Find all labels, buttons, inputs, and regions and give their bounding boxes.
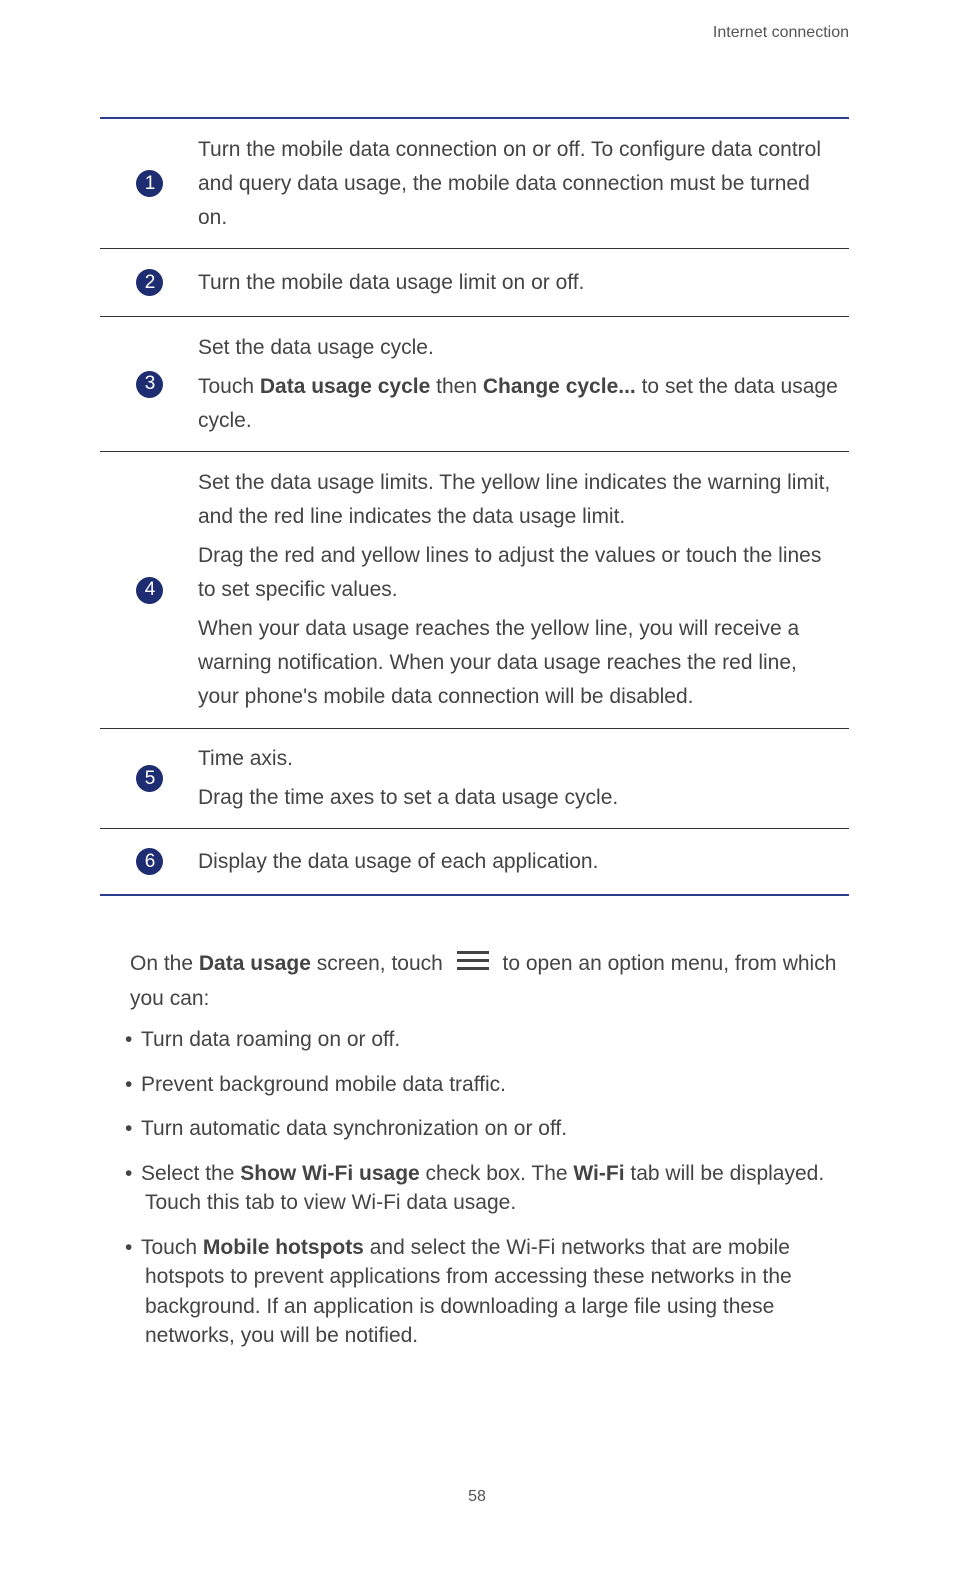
ui-term-wifi: Wi-Fi (573, 1161, 625, 1185)
list-item-text (141, 1233, 845, 1351)
callout-row-6 (100, 828, 849, 894)
list-item (125, 1233, 845, 1351)
text-span: then (430, 374, 483, 398)
callout-number-1: 1 (136, 170, 163, 197)
bullet-icon: • (125, 1235, 133, 1259)
text-span: background. If an application is downloading a large file using these (145, 1294, 775, 1318)
bullet-icon: • (125, 1161, 133, 1185)
text-span: hotspots to prevent applications from accessing these networks in the (145, 1265, 792, 1288)
callout-text: Time axis. (198, 747, 293, 770)
ui-term-show-wifi-usage: Show Wi-Fi usage (240, 1161, 420, 1185)
callout-row-1 (100, 119, 849, 248)
text-span: to open an option menu, from which you can: (130, 952, 837, 1010)
list-item (125, 1159, 845, 1218)
list-item-text (141, 1159, 845, 1218)
list-item (125, 1070, 845, 1100)
callout-text: Drag the time axes to set a data usage cycle. (198, 786, 619, 809)
ui-term-data-usage: Data usage (198, 952, 311, 975)
text-span: Touch (198, 374, 260, 398)
ui-term-mobile-hotspots: Mobile hotspots (202, 1235, 364, 1259)
bullet-icon: • (125, 1117, 133, 1140)
callout-text: Set the data usage cycle. (198, 335, 434, 359)
menu-icon (457, 949, 489, 971)
text-span: networks, you will be notified. (145, 1324, 419, 1347)
list-item-text: Prevent background mobile data traffic. (141, 1072, 506, 1096)
callout-number-5: 5 (136, 765, 163, 792)
bullet-icon: • (125, 1072, 133, 1096)
list-item (125, 1025, 845, 1055)
callout-table (100, 117, 849, 896)
callout-touch-instruction (198, 370, 839, 438)
text-span: to set the data usage cycle. (198, 374, 838, 432)
ui-term-change-cycle: Change cycle... (482, 374, 636, 398)
callout-text: Turn the mobile data connection on or off. To configure data control and query data usage, the mobile data connection must be turned on. (198, 137, 822, 229)
callout-number-4: 4 (136, 577, 163, 604)
callout-text: Display the data usage of each application. (198, 849, 599, 873)
text-span: On the (130, 952, 199, 975)
text-span: screen, touch (310, 952, 449, 975)
callout-row-3 (100, 316, 849, 451)
text-span: and select the Wi-Fi networks that are mobile (363, 1235, 790, 1259)
callout-number-2: 2 (136, 269, 163, 296)
text-span: tab will be displayed. (624, 1161, 825, 1185)
list-item-text: Turn automatic data synchronization on or off. (141, 1117, 568, 1140)
text-span: Select the (141, 1161, 241, 1185)
list-item (125, 1114, 845, 1144)
callout-row-2 (100, 248, 849, 316)
running-header: Internet connection (712, 24, 849, 41)
callout-row-4 (100, 451, 849, 728)
callout-text: Turn the mobile data usage limit on or off. (198, 270, 585, 294)
bullet-icon: • (125, 1028, 133, 1051)
callout-number-3: 3 (136, 371, 163, 398)
callout-number-6: 6 (136, 848, 163, 875)
page-number: 58 (468, 1488, 486, 1505)
callout-row-5 (100, 728, 849, 828)
intro-paragraph (130, 946, 850, 1016)
callout-text: When your data usage reaches the yellow line, you will receive a warning notification. When your data usage reaches the red line, your phone's mobile data connection will be disabled. (198, 617, 800, 708)
callout-text: Drag the red and yellow lines to adjust the values or touch the lines to set specific values. (198, 544, 822, 601)
text-span: check box. The (419, 1161, 574, 1185)
text-span: Touch this tab to view Wi-Fi data usage. (145, 1191, 517, 1214)
ui-term-data-usage-cycle: Data usage cycle (259, 374, 431, 398)
options-list (125, 1025, 845, 1366)
callout-text: Set the data usage limits. The yellow line indicates the warning limit, and the red line indicates the data usage limit. (198, 471, 831, 528)
list-item-text: Turn data roaming on or off. (141, 1028, 401, 1051)
text-span: Touch (141, 1235, 203, 1259)
